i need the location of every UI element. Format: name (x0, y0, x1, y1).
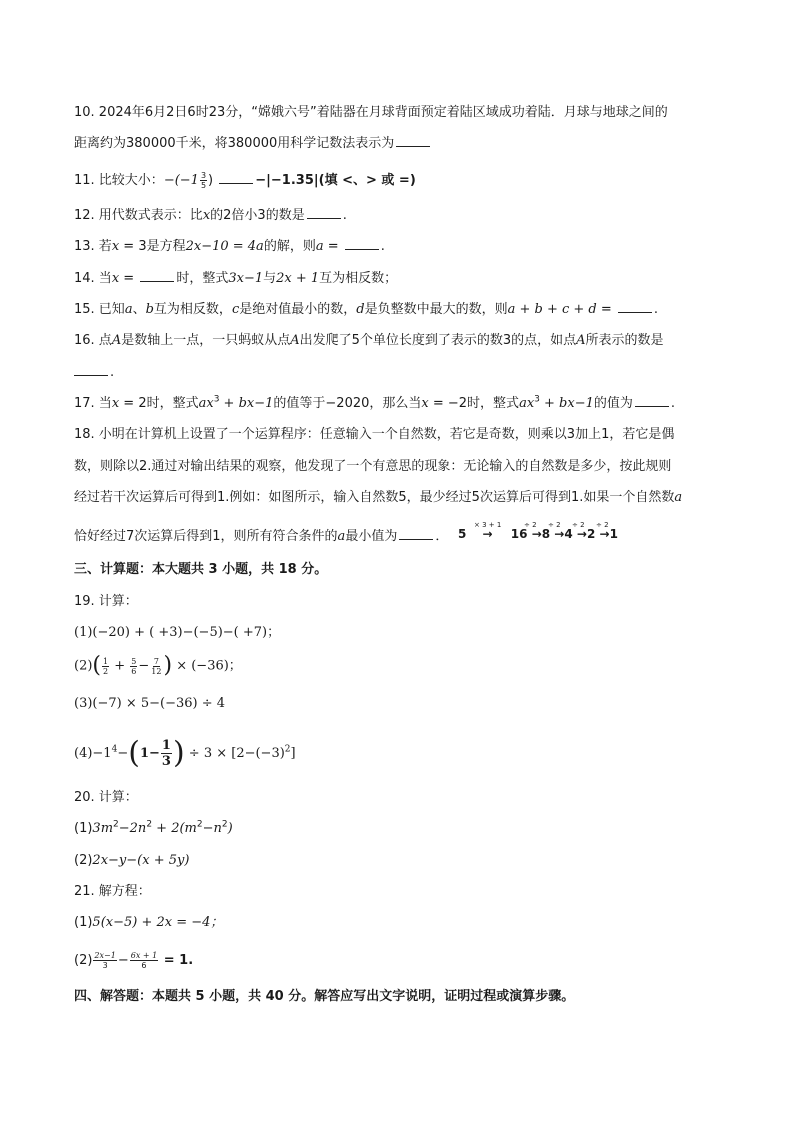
chain-value: 8 (541, 527, 551, 541)
q18-end: ． (435, 529, 449, 544)
q11-expr: −(−1 (163, 173, 199, 188)
q17-end: . (670, 396, 676, 411)
q21-p2-frac-1 (93, 951, 116, 970)
chain-arrow-icon: → (482, 527, 493, 541)
answer-blank[interactable] (307, 206, 341, 219)
q18-var-a2: a (337, 529, 346, 544)
chain-arrow-icon: → (599, 527, 610, 541)
q20-title (74, 788, 138, 808)
frac-num: 7 (153, 656, 159, 666)
answer-blank[interactable] (74, 363, 108, 376)
q15-var-a: a (124, 302, 133, 317)
q19-p4-minus: − (117, 746, 129, 761)
q19-p1-text: (1)(−20) + ( +3)−(−5)−( +7)； (74, 625, 281, 640)
q16-var-a1: A (111, 333, 122, 348)
q17-expr-1b: + bx−1 (219, 396, 274, 411)
q12-line (74, 206, 347, 226)
frac-den: 6 (141, 961, 147, 970)
q17-exp-1: 3 (213, 394, 220, 405)
q15-line (74, 300, 658, 320)
q21-part-2: (2) $\frac{2x-1}{3}$ − $\frac{6x + 1}{6}$ = 1. (74, 951, 194, 970)
q16-var-a2: A (290, 333, 300, 348)
q20-p1-exp: 2 (113, 819, 119, 830)
q19-title (74, 592, 138, 612)
q21-title (74, 882, 151, 902)
q14-var-x: x (111, 271, 120, 286)
q19-p2-tail: × (−36)； (176, 658, 242, 674)
q20-p2-label: (2) (74, 853, 93, 868)
chain-value: 16 (510, 527, 528, 541)
q12-end: . (342, 208, 347, 223)
q18-line-1 (74, 425, 674, 445)
section-3-heading (74, 560, 327, 580)
q17-text-3: = −2时，整式 (428, 396, 520, 411)
q21-p1-expr: 5(x−5) + 2x = −4； (92, 915, 224, 930)
q13-eq: = (323, 239, 343, 254)
q16-prefix: 16. 点 (74, 333, 112, 348)
q21-part-1 (74, 913, 223, 933)
q11-frac-den: 5 (200, 181, 207, 190)
q17-var-x2: x (421, 396, 429, 411)
q18-line-4 (74, 527, 448, 547)
q16-line-1 (74, 331, 664, 351)
q16-text-2: 出发爬了5个单位长度到了表示的数3的点，如点 (299, 333, 577, 348)
q20-p2-expr: 2x−y−(x + 5y) (92, 853, 190, 868)
q14-eq: = (119, 271, 139, 286)
q10-line-2 (74, 134, 432, 154)
q18-var-a1: a (674, 490, 683, 505)
section-4-heading (74, 987, 574, 1007)
q13-var-a: a (315, 239, 324, 254)
q16-text-3: 所表示的数是 (585, 333, 664, 348)
q19-p4-one: 1− (139, 746, 160, 761)
q17-text-4: 的值为 (593, 396, 633, 411)
q15-sum: a + b + c + d (507, 302, 597, 317)
q17-text-1: = 2时，整式 (119, 396, 199, 411)
q17-exp-2: 3 (534, 394, 540, 405)
q13-line (74, 237, 385, 257)
answer-blank[interactable] (396, 134, 430, 147)
q11-fraction (200, 171, 207, 190)
frac-num: 2x−1 (94, 951, 116, 960)
q20-p1-e: ) (227, 821, 233, 836)
q16-text-1: 是数轴上一点，一只蚂蚁从点 (121, 333, 291, 348)
q19-title-text: 19. 计算： (74, 594, 138, 609)
q21-title-text: 21. 解方程： (74, 884, 151, 899)
q19-p2-frac-2 (130, 657, 137, 676)
chain-arrow-icon: → (576, 527, 587, 541)
q20-part-2 (74, 851, 189, 871)
q13-text-2: 的解，则 (263, 239, 316, 254)
q19-p3-text: (3)(−7) × 5−(−36) ÷ 4 (74, 696, 226, 711)
q18-line-3 (74, 488, 682, 508)
q17-line (74, 394, 675, 414)
q10-line-1 (74, 103, 668, 123)
frac-num: 1 (103, 656, 109, 666)
q18-line-2 (74, 457, 671, 477)
q15-text-3: 是负整数中最大的数，则 (364, 302, 508, 317)
q13-prefix: 13. 若 (74, 239, 112, 254)
chain-arrow-icon: → (554, 527, 565, 541)
q18-text-1: 18. 小明在计算机上设置了一个运算程序：任意输入一个自然数，若它是奇数，则乘以3加上1，若它是偶 (74, 427, 675, 442)
q11-frac-num: 3 (200, 171, 207, 180)
q18-text-2: 数，则除以2.通过对输出结果的观察，他发现了一个有意思的现象：无论输入的自然数是多少，按此规则 (74, 459, 672, 474)
q15-var-c: c (231, 302, 240, 317)
q19-p2-frac-1 (102, 657, 109, 676)
q15-text-2: 是绝对值最小的数， (239, 302, 357, 317)
q14-line (74, 269, 397, 289)
q19-p4-exp-2: 2 (284, 744, 291, 755)
q14-expr-2: 2x + 1 (276, 271, 320, 286)
chain-op: ÷ 2 (524, 521, 537, 529)
q19-part-3 (74, 694, 225, 714)
section-4-text: 四、解答题：本题共 5 小题，共 40 分。解答应写出文字说明，证明过程或演算步骤。 (74, 989, 575, 1004)
q11-prefix: 11. 比较大小： (74, 173, 164, 188)
q19-p4-close: ] (290, 746, 296, 761)
q11-suffix: −|−1.35|(填 <、> 或 =) (255, 173, 416, 188)
answer-blank[interactable] (219, 171, 253, 184)
q15-var-b: b (145, 302, 154, 317)
q19-part-1 (74, 623, 280, 643)
q19-p4-rparen: ) (172, 735, 185, 771)
chain-start: 5 (458, 527, 467, 541)
chain-op: ÷ 2 (596, 521, 609, 529)
q17-var-x1: x (111, 396, 120, 411)
frac-num: 5 (131, 656, 137, 666)
q18-text-3: 经过若干次运算后可得到1.例如：如图所示，输入自然数5，最少经过5次运算后可得到1.如果一个自然数 (74, 490, 675, 505)
chain-value: 4 (564, 527, 573, 541)
q16-end: . (110, 365, 115, 380)
chain-op: ÷ 2 (548, 521, 561, 529)
q19-part-2: (2)( $\frac{1}{2}$ + $\frac{5}{6}$ − $\frac{7}{12}$ ) × (−36)； (74, 653, 242, 678)
q19-p4-tail: ÷ 3 × [2−(−3) (184, 746, 285, 761)
frac-den: 3 (102, 961, 108, 970)
q16-var-a3: A (576, 333, 586, 348)
q21-p2-label: (2) (74, 953, 93, 968)
chain-op: ÷ 2 (572, 521, 585, 529)
q19-p2-rparen: ) (163, 653, 173, 678)
q19-part-4 (74, 735, 296, 771)
frac-num: 1 (161, 738, 171, 753)
q19-p2-label: (2) (74, 658, 93, 674)
frac-den: 6 (131, 666, 137, 676)
q20-p1-exp: 2 (146, 819, 153, 830)
q14-text-3: 互为相反数； (319, 271, 398, 286)
q20-p1-label: (1) (74, 821, 93, 836)
q17-expr-2b: + bx−1 (539, 396, 594, 411)
frac-num: 6x + 1 (130, 951, 158, 960)
q18-text-5: 最小值为 (345, 529, 398, 544)
q21-p1-label: (1) (74, 915, 93, 930)
chain-value: 1 (609, 527, 618, 541)
q14-expr-1: 3x−1 (228, 271, 264, 286)
q13-text-1: = 3是方程 (119, 239, 186, 254)
q17-prefix: 17. 当 (74, 396, 112, 411)
answer-blank[interactable] (635, 394, 669, 407)
q12-text: 的2倍小3的数是 (210, 208, 305, 223)
q15-eq: = (596, 302, 616, 317)
q15-var-d: d (356, 302, 365, 317)
operation-chain (458, 521, 618, 541)
q11-line (74, 171, 416, 191)
q15-text-1: 互为相反数， (153, 302, 232, 317)
answer-blank[interactable] (618, 300, 652, 313)
q19-p4-frac (161, 738, 172, 769)
chain-op: × 3 + 1 (474, 521, 502, 529)
q20-title-text: 20. 计算： (74, 790, 138, 805)
q13-end: . (380, 239, 385, 254)
q20-p1-a: 3m (92, 821, 114, 836)
answer-blank[interactable] (140, 269, 174, 282)
q12-var: x (202, 208, 211, 223)
q14-prefix: 14. 当 (74, 271, 112, 286)
q10-text-2: 距离约为380000千米，将380000用科学记数法表示为 (74, 136, 395, 151)
q18-text-4: 恰好经过7次运算后得到1，则所有符合条件的 (74, 529, 338, 544)
q12-prefix: 12. 用代数式表示：比 (74, 208, 203, 223)
q21-p2-frac-2 (130, 951, 158, 970)
q17-text-2: 的值等于−2020，那么当 (273, 396, 422, 411)
answer-blank[interactable] (345, 237, 379, 250)
chain-value: 2 (586, 527, 596, 541)
q15-prefix: 15. 已知 (74, 302, 125, 317)
q13-equation: 2x−10 = 4a (185, 239, 264, 254)
q20-p1-exp: 2 (221, 819, 228, 830)
q19-p4-lparen: ( (128, 735, 140, 771)
q20-part-1 (74, 819, 233, 839)
q21-p2-tail: = 1. (159, 953, 194, 968)
q20-p1-b: −2n (118, 821, 147, 836)
q14-text-2: 与 (263, 271, 277, 286)
q15-end: . (653, 302, 659, 317)
q19-p2-frac-3 (150, 657, 162, 676)
q19-p4-label: (4)−1 (74, 746, 112, 761)
q15-sep: 、 (132, 302, 146, 317)
chain-arrow-icon: → (531, 527, 542, 541)
q11-close-paren: ) (208, 173, 214, 188)
q13-var-x: x (111, 239, 120, 254)
q20-p1-c: + 2(m (152, 821, 197, 836)
q14-text-1: 时，整式 (176, 271, 229, 286)
frac-den: 12 (151, 666, 162, 676)
q17-expr-2a: ax (519, 396, 535, 411)
q19-p2-lparen: ( (92, 653, 102, 678)
answer-blank[interactable] (399, 527, 433, 540)
q16-line-2 (74, 363, 114, 383)
q20-p1-d: −n (202, 821, 222, 836)
q19-p4-exp: 4 (111, 744, 118, 755)
frac-den: 2 (103, 666, 109, 676)
section-3-text: 三、计算题：本大题共 3 小题，共 18 分。 (74, 562, 328, 577)
q20-p1-exp: 2 (196, 819, 203, 830)
q10-text-1: 10. 2024年6月2日6时23分，“嫦娥六号”着陆器在月球背面预定着陆区域成功着陆．月球与地球之间的 (74, 105, 668, 120)
frac-den: 3 (161, 754, 171, 769)
q17-expr-1a: ax (198, 396, 214, 411)
